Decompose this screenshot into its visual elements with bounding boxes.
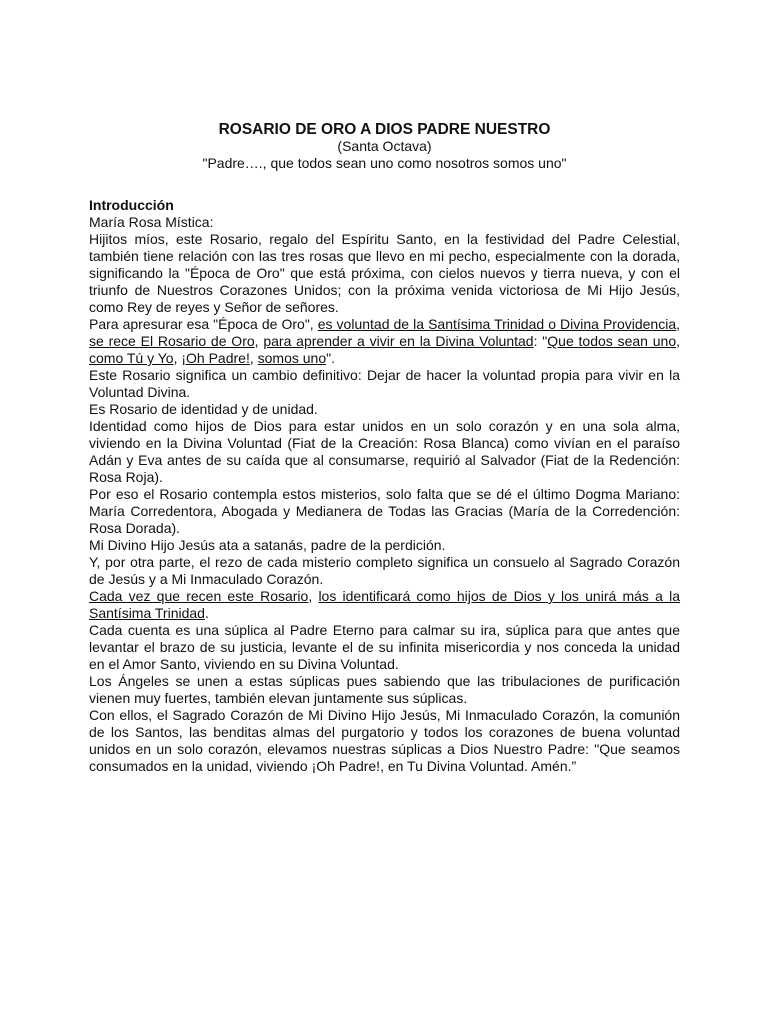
p2-underlined-6: ¡Oh Padre! [181, 350, 250, 366]
p2-text-5: , [676, 333, 680, 349]
speaker-line: María Rosa Mística: [89, 214, 214, 230]
paragraph-12: Con ellos, el Sagrado Corazón de Mi Divino Hijo Jesús, Mi Inmaculado Corazón, la comunión de los Santos, las benditas almas del purgatorio y todos los corazones de buena voluntad unidos en un solo corazón, elevamos nuestras súplicas a Dios Nuestro Padre: "Que seamos consumados en la unidad, viviendo ¡Oh Padre!, en Tu Divina Voluntad. Amén.” [89, 707, 680, 774]
paragraph-9 [89, 588, 680, 622]
spacer [89, 172, 680, 197]
paragraph-5: Identidad como hijos de Dios para estar unidos en un solo corazón y en una sola alma, viviendo en la Divina Voluntad (Fiat de la Creación: Rosa Blanca) como vivían en el paraíso Adán y Eva antes de su caída que al consumarse, requirió al Salvador (Fiat de la Redención: Rosa Roja). [89, 418, 680, 485]
paragraph-3: Este Rosario significa un cambio definitivo: Dejar de hacer la voluntad propia para vivir en la Voluntad Divina. [89, 367, 680, 400]
p9-underlined-2: los identificará como hijos de Dios y los unirá más a la Santísima Trinidad [89, 588, 680, 621]
p9-underlined-1: Cada vez que recen este Rosario [89, 588, 309, 604]
section-heading: Introducción [89, 197, 174, 213]
paragraph-11: Los Ángeles se unen a estas súplicas pues sabiendo que las tribulaciones de purificación vienen muy fuertes, también elevan juntamente sus súplicas. [89, 673, 680, 706]
p2-text-2: , [676, 316, 681, 332]
p2-underlined-7: somos uno [257, 350, 327, 366]
p2-underlined-1: es voluntad de la Santísima Trinidad o Divina Providencia [317, 316, 677, 332]
document-title: ROSARIO DE ORO A DIOS PADRE NUESTRO [218, 121, 551, 138]
paragraph-1: Hijitos míos, este Rosario, regalo del Espíritu Santo, en la festividad del Padre Celestial, también tiene relación con las tres rosas que llevo en mi pecho, especialmente con la dorada, significando la "Época de Oro" que está próxima, con cielos nuevos y tierra nueva, y con el triunfo de Nuestros Corazones Unidos; con la próxima venida victoriosa de Mi Hijo Jesús, como Rey de reyes y Señor de señores. [89, 231, 680, 315]
document-motto: "Padre…., que todos sean uno como nosotros somos uno" [202, 155, 567, 171]
p2-text-7: , [249, 350, 258, 366]
p2-text-1: Para apresurar esa "Época de Oro", [89, 316, 318, 332]
p2-text-8: ". [326, 350, 335, 366]
p2-text-3: , [254, 333, 264, 349]
p2-underlined-4: Que todos sean uno [547, 333, 677, 349]
p2-underlined-2: se rece El Rosario de Oro [89, 333, 255, 349]
paragraph-8: Y, por otra parte, el rezo de cada misterio completo significa un consuelo al Sagrado Corazón de Jesús y a Mi Inmaculado Corazón. [89, 554, 680, 587]
p2-underlined-3: para aprender a vivir en la Divina Voluntad [263, 333, 534, 349]
paragraph-2 [89, 316, 680, 367]
p2-text-6: , [173, 350, 182, 366]
p2-text-4: : " [533, 333, 548, 349]
paragraph-4: Es Rosario de identidad y de unidad. [89, 401, 318, 417]
p2-underlined-5: como Tú y Yo [89, 350, 174, 366]
p9-text-1: , [308, 588, 319, 604]
paragraph-6: Por eso el Rosario contempla estos misterios, solo falta que se dé el último Dogma Mariano: María Corredentora, Abogada y Medianera de Todas las Gracias (María de la Corredención: Rosa Dorada). [89, 486, 680, 536]
paragraph-10: Cada cuenta es una súplica al Padre Eterno para calmar su ira, súplica para que antes que levantar el brazo de su justicia, levante el de su infinita misericordia y nos conceda la unidad en el Amor Santo, viviendo en su Divina Voluntad. [89, 622, 680, 672]
paragraph-7: Mi Divino Hijo Jesús ata a satanás, padre de la perdición. [89, 537, 446, 553]
document-page [89, 121, 680, 775]
document-subtitle: (Santa Octava) [337, 138, 432, 154]
p9-text-2: . [204, 605, 209, 621]
